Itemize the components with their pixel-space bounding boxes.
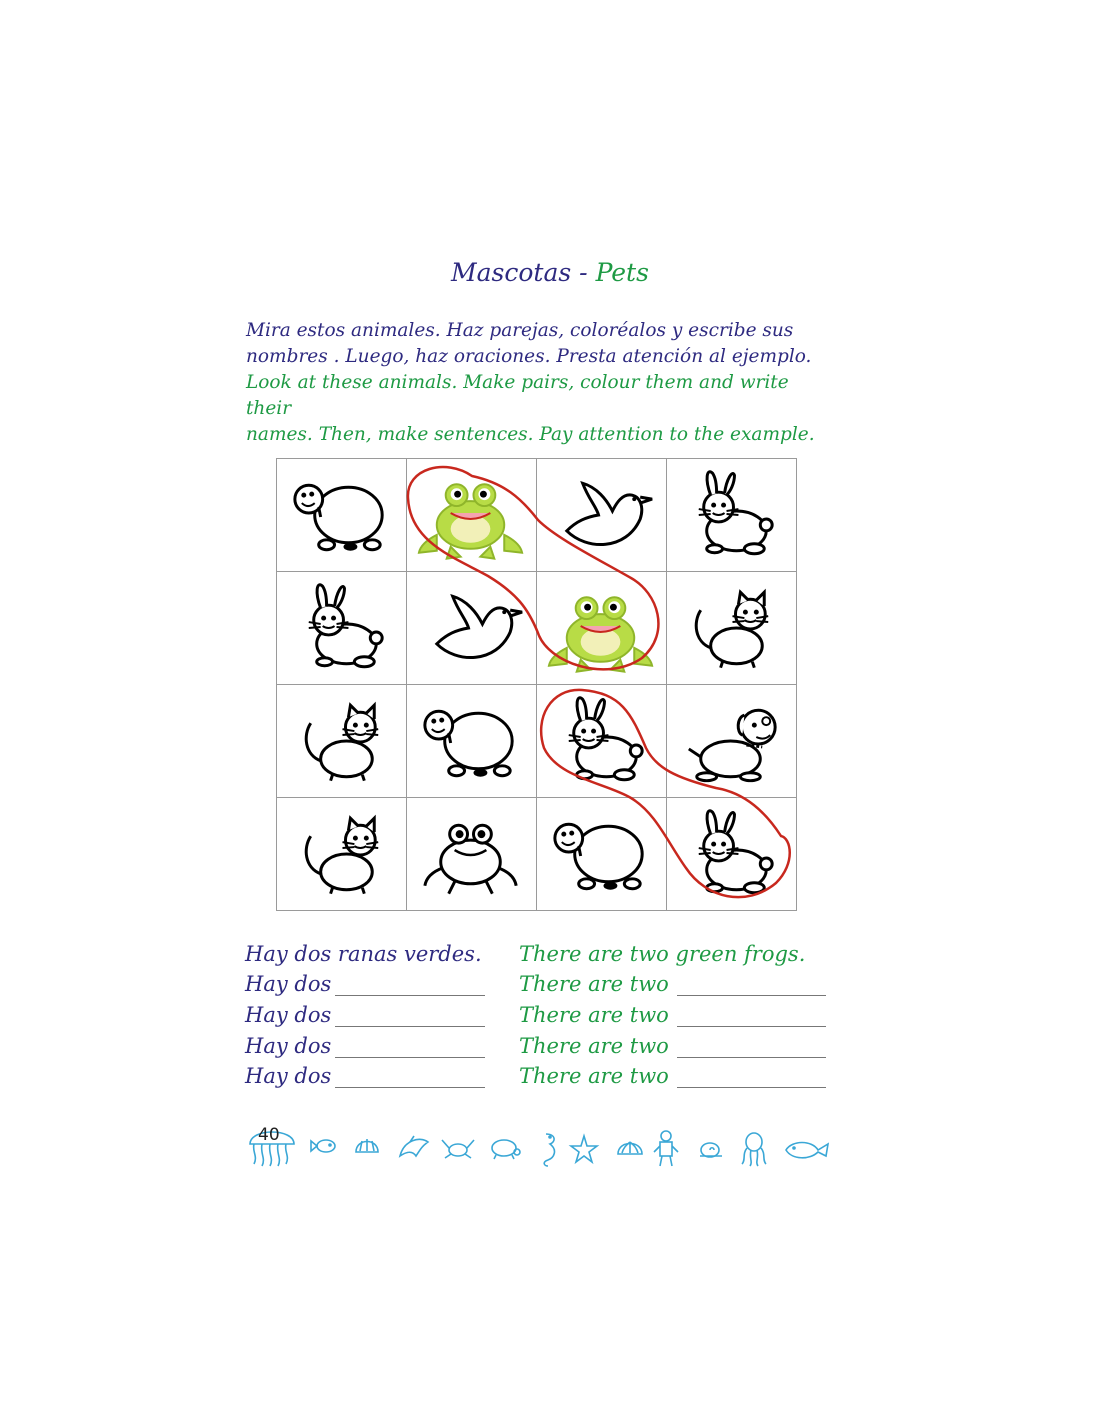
rabbit-drawing [667,459,796,571]
grid-cell-frog[interactable] [407,798,537,911]
turtle-drawing [537,798,666,910]
turtle-icon [492,1140,520,1159]
sentence-spanish-3: Hay dos [245,1003,332,1027]
clam-icon [618,1142,642,1154]
grid-cell-frog-colored[interactable] [407,459,537,572]
page-title [0,258,1100,287]
instructions-spanish-line2: nombres . Luego, haz oraciones. Presta atención al ejemplo. [246,346,812,367]
seahorse-icon [544,1134,554,1166]
grid-cell-rabbit[interactable] [667,459,797,572]
grid-row [277,685,797,798]
sentence-english-2: There are two [519,972,669,996]
instructions-spanish-line1: Mira estos animales. Haz parejas, coloréalos y escribe sus [246,320,794,341]
title-english: Pets [595,258,649,287]
grid-cell-dog[interactable] [667,685,797,798]
instructions-english-line2: names. Then, make sentences. Pay attention to the example. [246,424,815,445]
page-number: 40 [258,1125,280,1145]
octopus-icon [742,1133,766,1166]
title-spanish: Mascotas [451,258,572,287]
grid-cell-rabbit[interactable] [537,685,667,798]
answer-line-spanish-5[interactable] [335,1087,485,1088]
shell-icon [356,1139,378,1152]
dolphin-icon [400,1136,428,1156]
grid-cell-cat[interactable] [667,572,797,685]
rabbit-drawing [667,798,796,910]
instructions [246,318,830,448]
grid-cell-cat[interactable] [277,685,407,798]
grid-cell-bird[interactable] [407,572,537,685]
animal-grid-table [276,458,797,911]
cat-drawing [277,685,406,797]
whale-icon [786,1143,828,1158]
title-separator: - [571,258,596,287]
starfish-icon [571,1136,597,1162]
rabbit-drawing [277,572,406,684]
grid-cell-rabbit[interactable] [667,798,797,911]
answer-line-english-5[interactable] [677,1087,826,1088]
sentence-spanish-1: Hay dos ranas verdes. [245,942,482,966]
frog-colored-drawing [407,459,536,571]
turtle-drawing [407,685,536,797]
sentence-spanish-4: Hay dos [245,1034,332,1058]
dog-drawing [667,685,796,797]
answer-line-english-2[interactable] [677,995,826,996]
answer-line-spanish-3[interactable] [335,1026,485,1027]
sentence-english-4: There are two [519,1034,669,1058]
rabbit-drawing [537,685,666,797]
grid-cell-turtle[interactable] [407,685,537,798]
frog-colored-drawing [537,572,666,684]
answer-line-spanish-4[interactable] [335,1057,485,1058]
grid-cell-frog-colored[interactable] [537,572,667,685]
diver-icon [654,1131,678,1166]
fish-icon [311,1140,335,1152]
bird-drawing [407,572,536,684]
snail-icon [700,1143,722,1157]
cat-drawing [667,572,796,684]
grid-row [277,572,797,685]
frog-drawing [407,798,536,910]
instructions-english-line1: Look at these animals. Make pairs, colour them and write their [246,372,789,419]
grid-row [277,459,797,572]
grid-cell-cat[interactable] [277,798,407,911]
answer-line-english-3[interactable] [677,1026,826,1027]
sentence-english-1: There are two green frogs. [519,942,806,966]
bird-drawing [537,459,666,571]
footer-sea-creatures [244,1120,834,1170]
sentence-spanish-5: Hay dos [245,1064,332,1088]
grid-cell-turtle[interactable] [537,798,667,911]
cat-drawing [277,798,406,910]
sentence-english-5: There are two [519,1064,669,1088]
animal-grid [276,458,797,908]
crab-icon [442,1140,474,1158]
grid-cell-bird[interactable] [537,459,667,572]
sentence-english-3: There are two [519,1003,669,1027]
answer-line-spanish-2[interactable] [335,995,485,996]
sentence-spanish-2: Hay dos [245,972,332,996]
grid-row [277,798,797,911]
grid-cell-rabbit[interactable] [277,572,407,685]
grid-cell-turtle[interactable] [277,459,407,572]
turtle-drawing [277,459,406,571]
answer-line-english-4[interactable] [677,1057,826,1058]
